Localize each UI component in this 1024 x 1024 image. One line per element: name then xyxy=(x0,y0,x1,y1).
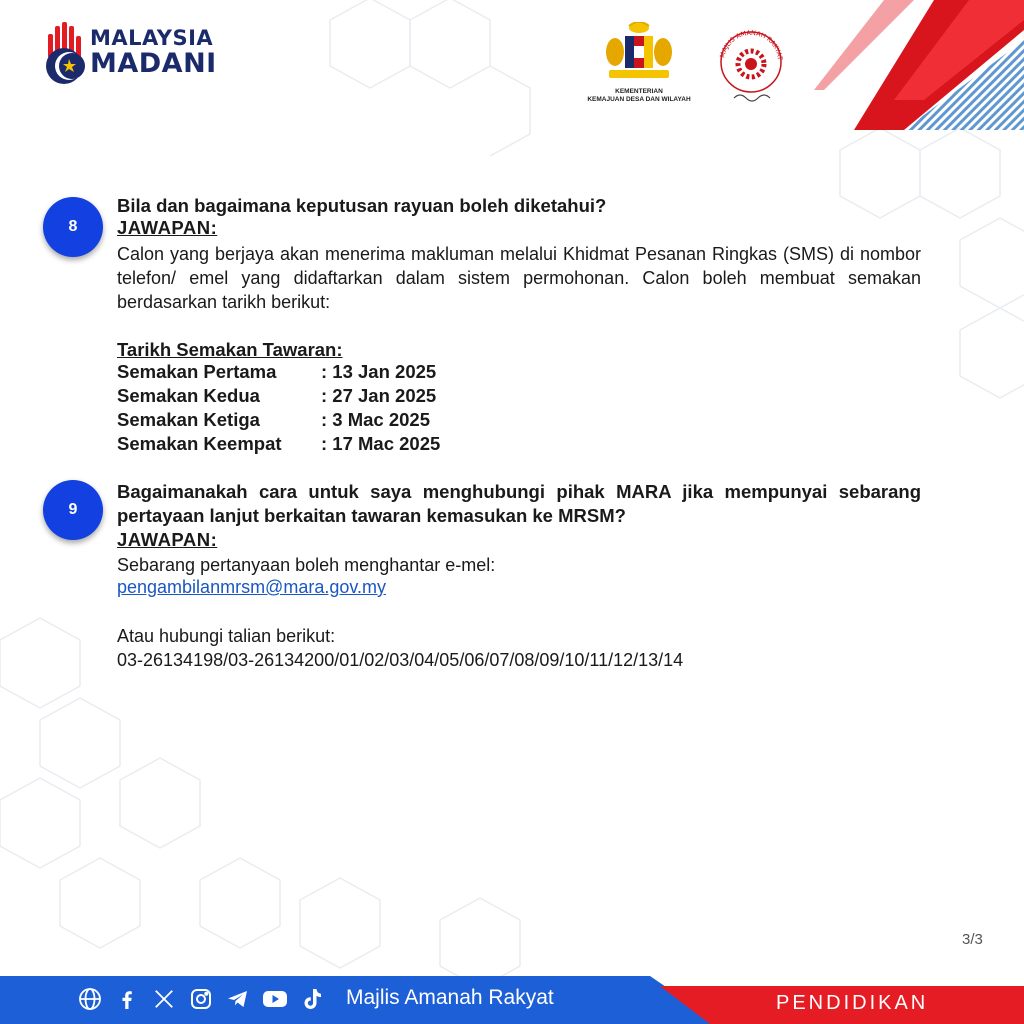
date-row xyxy=(117,408,430,432)
date-value: : 3 Mac 2025 xyxy=(321,409,431,430)
footer-category-tag: PENDIDIKAN xyxy=(776,992,929,1014)
answer-label: JAWAPAN: xyxy=(117,529,218,550)
mara-arc-text: MAJLIS AMANAH RAKYAT xyxy=(718,28,784,61)
email-intro: Sebarang pertanyaan boleh menghantar e-mel: xyxy=(117,555,496,575)
brand-line-2: MADANI xyxy=(90,48,217,79)
globe-icon[interactable] xyxy=(76,986,103,1013)
date-label: Semakan Kedua xyxy=(117,385,260,406)
question-number-badge: 8 xyxy=(43,197,103,257)
date-value: : 27 Jan 2025 xyxy=(321,385,437,406)
date-value: : 13 Jan 2025 xyxy=(321,361,437,382)
brand-line-1: MALAYSIA xyxy=(90,26,214,50)
facebook-icon[interactable] xyxy=(113,986,140,1013)
question-text: Bila dan bagaimana keputusan rayuan boleh diketahui? xyxy=(117,195,607,216)
youtube-icon[interactable] xyxy=(261,986,288,1013)
page-indicator: 3/3 xyxy=(962,931,983,948)
date-value: : 17 Mac 2025 xyxy=(321,433,441,454)
instagram-icon[interactable] xyxy=(187,986,214,1013)
ministry-caption-line-1: KEMENTERIAN xyxy=(615,88,663,95)
telegram-icon[interactable] xyxy=(224,986,251,1013)
footer-organization: Majlis Amanah Rakyat xyxy=(346,986,554,1009)
question-text: Bagaimanakah cara untuk saya menghubungi pihak MARA jika mempunyai sebarang pertayaan lanjut berkaitan tawaran kemasukan ke MRSM? xyxy=(117,481,921,526)
date-label: Semakan Keempat xyxy=(117,433,282,454)
date-row xyxy=(117,432,440,456)
social-icons xyxy=(76,984,325,1014)
date-row xyxy=(117,384,436,408)
phone-intro: Atau hubungi talian berikut: xyxy=(117,626,336,646)
ministry-caption-line-2: KEMAJUAN DESA DAN WILAYAH xyxy=(587,96,691,103)
answer-paragraph: Calon yang berjaya akan menerima makluman melalui Khidmat Pesanan Ringkas (SMS) di nombor telefon/ emel yang didaftarkan dalam sistem permohonan. Calon boleh membuat semakan berdasarkan tarikh berikut: xyxy=(117,244,921,312)
date-row xyxy=(117,360,436,384)
dates-title: Tarikh Semakan Tawaran: xyxy=(117,339,343,360)
date-label: Semakan Ketiga xyxy=(117,409,260,430)
question-number-badge: 9 xyxy=(43,480,103,540)
date-label: Semakan Pertama xyxy=(117,361,277,382)
x-icon[interactable] xyxy=(150,986,177,1013)
answer-label: JAWAPAN: xyxy=(117,217,218,238)
email-link[interactable]: pengambilanmrsm@mara.gov.my xyxy=(117,577,387,597)
phone-numbers: 03-26134198/03-26134200/01/02/03/04/05/06/07/08/09/10/11/12/13/14 xyxy=(117,650,684,670)
tiktok-icon[interactable] xyxy=(298,986,325,1013)
